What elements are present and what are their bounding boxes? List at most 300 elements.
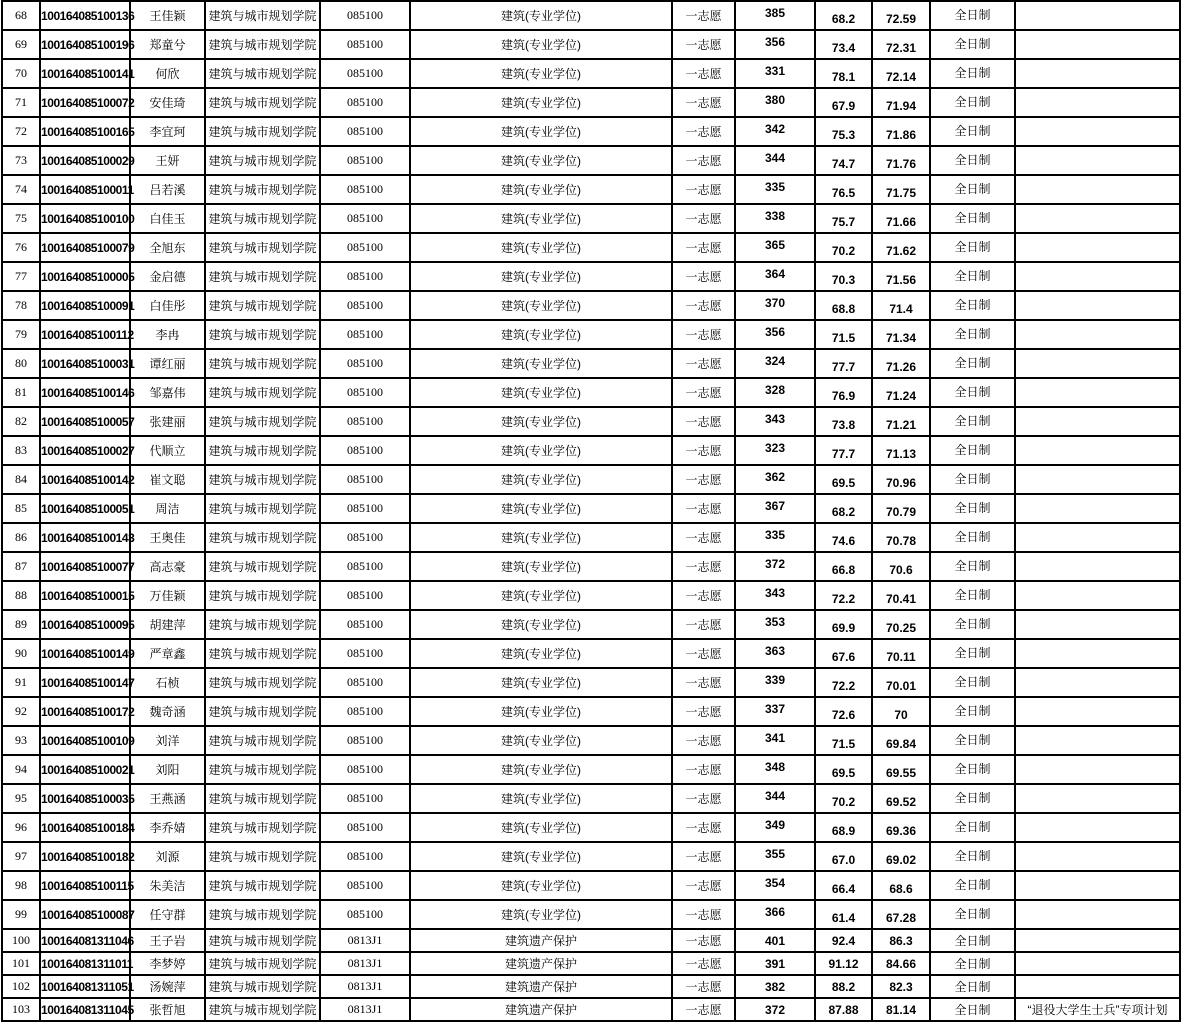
cell-major-name: 建筑(专业学位) (410, 59, 672, 88)
cell-score-b: 70.11 (872, 639, 930, 668)
cell-name: 全旭东 (130, 233, 205, 262)
cell-name: 何欣 (130, 59, 205, 88)
cell-study-mode: 全日制 (930, 813, 1015, 842)
cell-name: 王子岩 (130, 929, 205, 952)
cell-score-b: 71.24 (872, 378, 930, 407)
cell-row-number: 72 (2, 117, 40, 146)
cell-application-type: 一志愿 (672, 929, 735, 952)
cell-college: 建筑与城市规划学院 (205, 1, 320, 30)
cell-candidate-id: 100164085100100 (40, 204, 130, 233)
cell-row-number: 102 (2, 975, 40, 998)
cell-college: 建筑与城市规划学院 (205, 233, 320, 262)
cell-candidate-id: 100164085100149 (40, 639, 130, 668)
cell-remark (1015, 378, 1180, 407)
cell-remark (1015, 407, 1180, 436)
cell-study-mode: 全日制 (930, 1, 1015, 30)
cell-score-b: 71.75 (872, 175, 930, 204)
cell-college: 建筑与城市规划学院 (205, 784, 320, 813)
cell-application-type: 一志愿 (672, 291, 735, 320)
cell-score-a: 66.4 (815, 871, 872, 900)
cell-college: 建筑与城市规划学院 (205, 465, 320, 494)
cell-remark (1015, 726, 1180, 755)
cell-study-mode: 全日制 (930, 30, 1015, 59)
cell-study-mode: 全日制 (930, 871, 1015, 900)
cell-score-a: 78.1 (815, 59, 872, 88)
cell-candidate-id: 100164085100011 (40, 175, 130, 204)
cell-name: 李梦婷 (130, 952, 205, 975)
cell-major-name: 建筑(专业学位) (410, 407, 672, 436)
cell-remark (1015, 900, 1180, 929)
cell-college: 建筑与城市规划学院 (205, 146, 320, 175)
table-row (2, 262, 1180, 291)
cell-application-type: 一志愿 (672, 668, 735, 697)
cell-score-a: 71.5 (815, 320, 872, 349)
cell-application-type: 一志愿 (672, 813, 735, 842)
cell-major-code: 0813J1 (320, 975, 410, 998)
cell-row-number: 75 (2, 204, 40, 233)
cell-application-type: 一志愿 (672, 320, 735, 349)
cell-study-mode: 全日制 (930, 975, 1015, 998)
cell-score-a: 70.2 (815, 784, 872, 813)
cell-major-name: 建筑(专业学位) (410, 465, 672, 494)
cell-name: 高志豪 (130, 552, 205, 581)
cell-name: 白佳彤 (130, 291, 205, 320)
cell-score-b: 68.6 (872, 871, 930, 900)
cell-remark (1015, 842, 1180, 871)
cell-total-score: 349 (735, 813, 815, 842)
cell-major-code: 085100 (320, 465, 410, 494)
cell-score-a: 69.5 (815, 465, 872, 494)
cell-major-name: 建筑(专业学位) (410, 378, 672, 407)
cell-total-score: 353 (735, 610, 815, 639)
cell-major-name: 建筑(专业学位) (410, 291, 672, 320)
table-row (2, 975, 1180, 998)
cell-application-type: 一志愿 (672, 494, 735, 523)
cell-score-a: 67.0 (815, 842, 872, 871)
cell-candidate-id: 100164085100196 (40, 30, 130, 59)
cell-study-mode: 全日制 (930, 465, 1015, 494)
cell-score-a: 92.4 (815, 929, 872, 952)
cell-major-code: 085100 (320, 436, 410, 465)
cell-application-type: 一志愿 (672, 146, 735, 175)
table-row (2, 59, 1180, 88)
cell-name: 李冉 (130, 320, 205, 349)
cell-college: 建筑与城市规划学院 (205, 952, 320, 975)
cell-college: 建筑与城市规划学院 (205, 523, 320, 552)
cell-remark (1015, 755, 1180, 784)
cell-college: 建筑与城市规划学院 (205, 378, 320, 407)
cell-study-mode: 全日制 (930, 262, 1015, 291)
table-row (2, 952, 1180, 975)
cell-name: 石桢 (130, 668, 205, 697)
cell-college: 建筑与城市规划学院 (205, 204, 320, 233)
table-row (2, 233, 1180, 262)
cell-application-type: 一志愿 (672, 204, 735, 233)
cell-remark (1015, 668, 1180, 697)
cell-remark (1015, 784, 1180, 813)
cell-remark (1015, 233, 1180, 262)
cell-candidate-id: 100164081311051 (40, 975, 130, 998)
cell-total-score: 331 (735, 59, 815, 88)
cell-score-b: 71.13 (872, 436, 930, 465)
cell-study-mode: 全日制 (930, 291, 1015, 320)
cell-score-b: 82.3 (872, 975, 930, 998)
cell-remark: “退役大学生士兵”专项计划 (1015, 998, 1180, 1021)
cell-application-type: 一志愿 (672, 262, 735, 291)
cell-college: 建筑与城市规划学院 (205, 900, 320, 929)
cell-score-b: 84.66 (872, 952, 930, 975)
cell-remark (1015, 204, 1180, 233)
cell-candidate-id: 100164081311045 (40, 998, 130, 1021)
cell-college: 建筑与城市规划学院 (205, 291, 320, 320)
cell-score-a: 77.7 (815, 436, 872, 465)
cell-total-score: 355 (735, 842, 815, 871)
cell-remark (1015, 59, 1180, 88)
cell-row-number: 68 (2, 1, 40, 30)
cell-name: 刘洋 (130, 726, 205, 755)
cell-candidate-id: 100164085100172 (40, 697, 130, 726)
cell-remark (1015, 436, 1180, 465)
table-row (2, 378, 1180, 407)
cell-college: 建筑与城市规划学院 (205, 668, 320, 697)
cell-study-mode: 全日制 (930, 349, 1015, 378)
table-row (2, 610, 1180, 639)
table-row (2, 552, 1180, 581)
table-row (2, 349, 1180, 378)
cell-name: 邹嘉伟 (130, 378, 205, 407)
cell-application-type: 一志愿 (672, 998, 735, 1021)
cell-name: 严章鑫 (130, 639, 205, 668)
cell-score-a: 75.7 (815, 204, 872, 233)
cell-name: 郑童兮 (130, 30, 205, 59)
cell-name: 白佳玉 (130, 204, 205, 233)
cell-row-number: 76 (2, 233, 40, 262)
cell-major-code: 085100 (320, 146, 410, 175)
table-row (2, 320, 1180, 349)
cell-college: 建筑与城市规划学院 (205, 639, 320, 668)
cell-college: 建筑与城市规划学院 (205, 436, 320, 465)
cell-college: 建筑与城市规划学院 (205, 726, 320, 755)
cell-score-a: 73.4 (815, 30, 872, 59)
cell-score-a: 61.4 (815, 900, 872, 929)
cell-application-type: 一志愿 (672, 871, 735, 900)
cell-name: 胡建萍 (130, 610, 205, 639)
cell-candidate-id: 100164085100184 (40, 813, 130, 842)
cell-candidate-id: 100164085100182 (40, 842, 130, 871)
cell-college: 建筑与城市规划学院 (205, 697, 320, 726)
cell-row-number: 95 (2, 784, 40, 813)
cell-remark (1015, 871, 1180, 900)
cell-score-a: 67.9 (815, 88, 872, 117)
table-row (2, 784, 1180, 813)
cell-remark (1015, 146, 1180, 175)
cell-major-code: 085100 (320, 668, 410, 697)
cell-row-number: 82 (2, 407, 40, 436)
cell-row-number: 79 (2, 320, 40, 349)
cell-score-b: 69.02 (872, 842, 930, 871)
cell-name: 金启德 (130, 262, 205, 291)
cell-application-type: 一志愿 (672, 639, 735, 668)
cell-major-code: 085100 (320, 175, 410, 204)
cell-score-a: 67.6 (815, 639, 872, 668)
cell-major-name: 建筑(专业学位) (410, 262, 672, 291)
cell-major-name: 建筑(专业学位) (410, 552, 672, 581)
cell-remark (1015, 610, 1180, 639)
cell-total-score: 335 (735, 175, 815, 204)
cell-name: 王奥佳 (130, 523, 205, 552)
cell-score-b: 71.56 (872, 262, 930, 291)
table-row (2, 697, 1180, 726)
cell-score-a: 91.12 (815, 952, 872, 975)
cell-study-mode: 全日制 (930, 59, 1015, 88)
cell-remark (1015, 952, 1180, 975)
cell-college: 建筑与城市规划学院 (205, 88, 320, 117)
cell-major-name: 建筑遗产保护 (410, 929, 672, 952)
cell-total-score: 343 (735, 581, 815, 610)
cell-score-b: 71.21 (872, 407, 930, 436)
cell-major-name: 建筑(专业学位) (410, 320, 672, 349)
cell-candidate-id: 100164085100091 (40, 291, 130, 320)
cell-major-name: 建筑(专业学位) (410, 88, 672, 117)
cell-row-number: 101 (2, 952, 40, 975)
cell-application-type: 一志愿 (672, 842, 735, 871)
admission-score-table (1, 0, 1181, 1022)
cell-score-a: 70.2 (815, 233, 872, 262)
cell-candidate-id: 100164085100141 (40, 59, 130, 88)
cell-major-code: 085100 (320, 784, 410, 813)
cell-application-type: 一志愿 (672, 88, 735, 117)
cell-score-a: 87.88 (815, 998, 872, 1021)
cell-major-code: 085100 (320, 349, 410, 378)
cell-college: 建筑与城市规划学院 (205, 871, 320, 900)
table-row (2, 871, 1180, 900)
cell-study-mode: 全日制 (930, 668, 1015, 697)
cell-candidate-id: 100164085100095 (40, 610, 130, 639)
cell-major-name: 建筑(专业学位) (410, 1, 672, 30)
cell-row-number: 89 (2, 610, 40, 639)
cell-total-score: 370 (735, 291, 815, 320)
table-row (2, 175, 1180, 204)
cell-row-number: 90 (2, 639, 40, 668)
cell-score-b: 70.6 (872, 552, 930, 581)
cell-study-mode: 全日制 (930, 204, 1015, 233)
table-row (2, 436, 1180, 465)
cell-total-score: 335 (735, 523, 815, 552)
cell-remark (1015, 30, 1180, 59)
cell-score-a: 71.5 (815, 726, 872, 755)
cell-application-type: 一志愿 (672, 726, 735, 755)
cell-application-type: 一志愿 (672, 378, 735, 407)
cell-major-code: 0813J1 (320, 929, 410, 952)
cell-score-b: 69.52 (872, 784, 930, 813)
cell-row-number: 70 (2, 59, 40, 88)
cell-application-type: 一志愿 (672, 975, 735, 998)
cell-study-mode: 全日制 (930, 755, 1015, 784)
cell-score-a: 76.5 (815, 175, 872, 204)
cell-score-a: 72.2 (815, 668, 872, 697)
cell-major-name: 建筑(专业学位) (410, 581, 672, 610)
cell-candidate-id: 100164085100077 (40, 552, 130, 581)
cell-remark (1015, 697, 1180, 726)
cell-remark (1015, 320, 1180, 349)
cell-score-b: 70.25 (872, 610, 930, 639)
cell-remark (1015, 494, 1180, 523)
cell-score-b: 70.79 (872, 494, 930, 523)
cell-row-number: 83 (2, 436, 40, 465)
cell-study-mode: 全日制 (930, 494, 1015, 523)
cell-remark (1015, 1, 1180, 30)
cell-row-number: 91 (2, 668, 40, 697)
cell-remark (1015, 175, 1180, 204)
cell-study-mode: 全日制 (930, 842, 1015, 871)
cell-score-a: 75.3 (815, 117, 872, 146)
table-row (2, 900, 1180, 929)
cell-college: 建筑与城市规划学院 (205, 407, 320, 436)
cell-major-name: 建筑遗产保护 (410, 998, 672, 1021)
cell-application-type: 一志愿 (672, 610, 735, 639)
cell-name: 周洁 (130, 494, 205, 523)
cell-total-score: 348 (735, 755, 815, 784)
cell-major-code: 085100 (320, 407, 410, 436)
cell-row-number: 69 (2, 30, 40, 59)
cell-major-code: 085100 (320, 639, 410, 668)
cell-candidate-id: 100164085100031 (40, 349, 130, 378)
cell-total-score: 344 (735, 784, 815, 813)
cell-college: 建筑与城市规划学院 (205, 755, 320, 784)
cell-row-number: 74 (2, 175, 40, 204)
cell-major-code: 085100 (320, 378, 410, 407)
cell-remark (1015, 639, 1180, 668)
cell-major-name: 建筑(专业学位) (410, 842, 672, 871)
cell-remark (1015, 813, 1180, 842)
cell-application-type: 一志愿 (672, 436, 735, 465)
cell-application-type: 一志愿 (672, 952, 735, 975)
cell-study-mode: 全日制 (930, 581, 1015, 610)
cell-study-mode: 全日制 (930, 900, 1015, 929)
cell-total-score: 338 (735, 204, 815, 233)
cell-score-a: 88.2 (815, 975, 872, 998)
cell-college: 建筑与城市规划学院 (205, 349, 320, 378)
cell-remark (1015, 262, 1180, 291)
cell-name: 万佳颖 (130, 581, 205, 610)
cell-remark (1015, 581, 1180, 610)
cell-score-a: 68.9 (815, 813, 872, 842)
cell-candidate-id: 100164085100057 (40, 407, 130, 436)
cell-name: 崔文聪 (130, 465, 205, 494)
cell-score-a: 72.2 (815, 581, 872, 610)
cell-total-score: 324 (735, 349, 815, 378)
cell-score-b: 71.66 (872, 204, 930, 233)
table-row (2, 755, 1180, 784)
table-row (2, 639, 1180, 668)
cell-candidate-id: 100164085100015 (40, 581, 130, 610)
cell-score-a: 74.7 (815, 146, 872, 175)
cell-remark (1015, 88, 1180, 117)
cell-major-name: 建筑(专业学位) (410, 900, 672, 929)
cell-major-code: 085100 (320, 726, 410, 755)
table-row (2, 407, 1180, 436)
cell-total-score: 391 (735, 952, 815, 975)
cell-application-type: 一志愿 (672, 349, 735, 378)
cell-name: 张建丽 (130, 407, 205, 436)
cell-name: 代顺立 (130, 436, 205, 465)
table-row (2, 1, 1180, 30)
cell-score-a: 68.2 (815, 1, 872, 30)
cell-application-type: 一志愿 (672, 465, 735, 494)
cell-application-type: 一志愿 (672, 233, 735, 262)
cell-study-mode: 全日制 (930, 998, 1015, 1021)
cell-application-type: 一志愿 (672, 784, 735, 813)
cell-score-b: 70.96 (872, 465, 930, 494)
cell-row-number: 73 (2, 146, 40, 175)
cell-row-number: 100 (2, 929, 40, 952)
cell-study-mode: 全日制 (930, 726, 1015, 755)
cell-candidate-id: 100164085100035 (40, 784, 130, 813)
cell-application-type: 一志愿 (672, 1, 735, 30)
cell-row-number: 77 (2, 262, 40, 291)
cell-major-name: 建筑(专业学位) (410, 755, 672, 784)
cell-major-name: 建筑(专业学位) (410, 175, 672, 204)
cell-major-code: 085100 (320, 900, 410, 929)
cell-row-number: 88 (2, 581, 40, 610)
cell-college: 建筑与城市规划学院 (205, 175, 320, 204)
cell-major-name: 建筑(专业学位) (410, 813, 672, 842)
cell-major-name: 建筑(专业学位) (410, 146, 672, 175)
cell-score-b: 71.34 (872, 320, 930, 349)
cell-candidate-id: 100164085100021 (40, 755, 130, 784)
cell-study-mode: 全日制 (930, 784, 1015, 813)
cell-major-name: 建筑(专业学位) (410, 726, 672, 755)
cell-college: 建筑与城市规划学院 (205, 842, 320, 871)
table-row (2, 813, 1180, 842)
cell-study-mode: 全日制 (930, 639, 1015, 668)
cell-total-score: 341 (735, 726, 815, 755)
cell-study-mode: 全日制 (930, 929, 1015, 952)
cell-major-code: 085100 (320, 117, 410, 146)
cell-major-name: 建筑(专业学位) (410, 697, 672, 726)
table-row (2, 929, 1180, 952)
cell-score-a: 70.3 (815, 262, 872, 291)
cell-major-code: 085100 (320, 88, 410, 117)
cell-major-name: 建筑(专业学位) (410, 610, 672, 639)
cell-major-code: 085100 (320, 320, 410, 349)
cell-score-b: 70.78 (872, 523, 930, 552)
cell-remark (1015, 552, 1180, 581)
cell-row-number: 96 (2, 813, 40, 842)
table-row (2, 117, 1180, 146)
cell-remark (1015, 929, 1180, 952)
cell-application-type: 一志愿 (672, 697, 735, 726)
cell-application-type: 一志愿 (672, 523, 735, 552)
cell-score-a: 76.9 (815, 378, 872, 407)
cell-score-b: 81.14 (872, 998, 930, 1021)
cell-college: 建筑与城市规划学院 (205, 581, 320, 610)
cell-row-number: 103 (2, 998, 40, 1021)
cell-row-number: 87 (2, 552, 40, 581)
cell-row-number: 81 (2, 378, 40, 407)
cell-candidate-id: 100164085100147 (40, 668, 130, 697)
table-row (2, 465, 1180, 494)
cell-study-mode: 全日制 (930, 378, 1015, 407)
cell-major-code: 085100 (320, 842, 410, 871)
cell-major-code: 085100 (320, 871, 410, 900)
cell-total-score: 343 (735, 407, 815, 436)
cell-total-score: 385 (735, 1, 815, 30)
cell-score-b: 69.36 (872, 813, 930, 842)
cell-major-name: 建筑(专业学位) (410, 668, 672, 697)
cell-score-b: 71.76 (872, 146, 930, 175)
cell-candidate-id: 100164085100112 (40, 320, 130, 349)
